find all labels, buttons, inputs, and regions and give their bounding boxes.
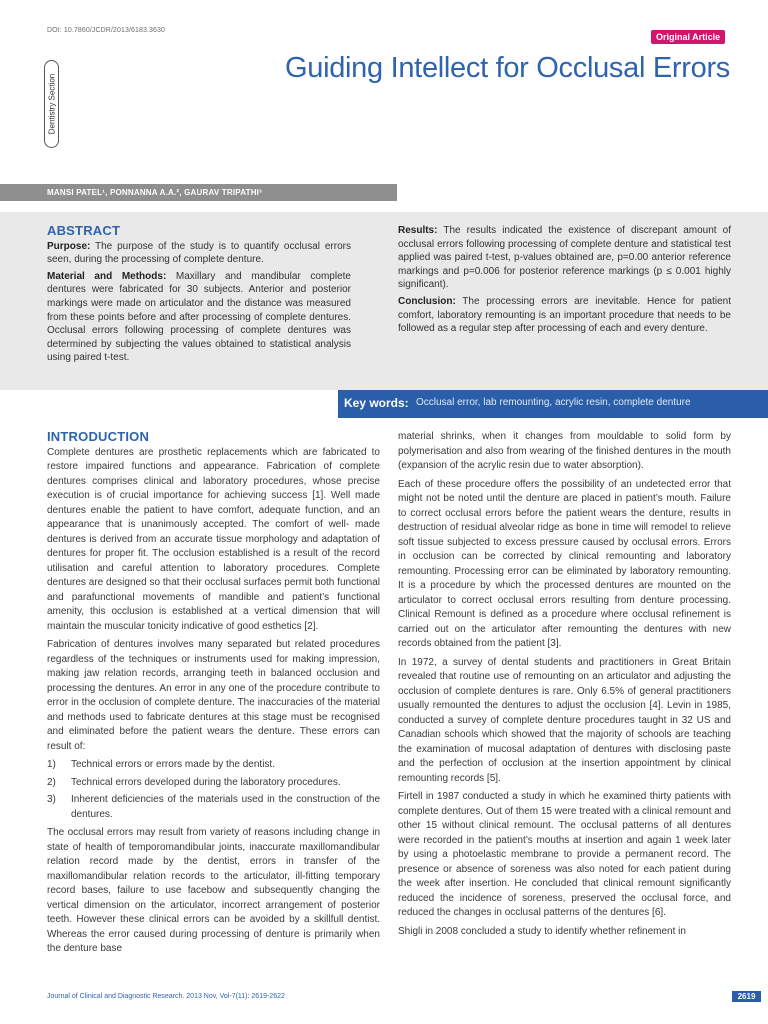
intro-paragraph-1: Complete dentures are prosthetic replacements which are fabricated to restore impaired functions and appearance. Fabrication of complete dentures comprises clinical and laboratory procedures, whose precise execution is of crucial importance for achieving success [1]. Well made dentures enable the patient to have comfort, adequate function, and an appearance that is unanimously accepted. The comfort of well- made dentures is derived from an accurate tissue morphology and adaptation of dentures for proper fit. The occlusion established is a result of the record utilisation and careful attention to laboratory procedures. Complete dentures are designed so that their occlusal surfaces permit both functional and parafunctional movements of mandible and patient’s functional amenity, this occlusion is established at a vertical dimension that will maintain the muscular tonicity indicative of good esthetics [2].	[47, 446, 380, 632]
abstract-conclusion	[398, 295, 731, 336]
results-label: Results:	[398, 225, 438, 236]
intro-paragraph-2: Fabrication of dentures involves many separated but related procedures regardless of the techniques or instruments used for making impression, making jaw relation records, arranging teeth in balanced occlusion and processing the dentures. An error in any one of the procedure contribute to error in the occlusion of complete denture. The inaccuracies of the material and methods used to fabricate dentures at this stage must be recognised and eliminated before the patient wears the denture. These errors can result of:	[47, 639, 380, 752]
right-paragraph-4: Firtell in 1987 conducted a study in which he examined thirty patients with complete dentures. Out of them 15 were treated with a clinical remount and other 15 without clinical remount. The occlusal patterns of all dentures were recorded in the patient’s mouths at insertion and again 1 week later by using a photoelastic membrane to provide a permanent record. The presence or absence of soreness was also noted for each patient during the week after insertion. He concluded that clinical remount significantly reduced the incidence of soreness, preserved the occlusal force, and reduced the changes in occlusal patterns of the dentures [6].	[398, 791, 731, 918]
journal-footer: Journal of Clinical and Diagnostic Research. 2013 Nov, Vol-7(11): 2619-2622	[47, 993, 285, 1000]
abstract-results	[398, 224, 731, 292]
abstract-heading: ABSTRACT	[47, 223, 121, 238]
right-paragraph-2: Each of these procedure offers the possibility of an undetected error that might not be noted until the denture are placed in patient’s mouth. Failure to correct occlusal errors before the patient wears the denture, results in destruction of residual alveolar ridge as bone in time will remodel to relieve soft tissue subjected to excess pressure caused by occlusal errors. Errors in occlusion can be corrected by clinical remounting and laboratory remounting. Processing error can be eliminated by laboratory remounting. It is a procedure by which the processed dentures are mounted on the articulator to correct occlusal errors resulting from denture processing. Clinical Remount is defined as a procedure where occlusal refinement is carried out on the articulator after remounting the dentures with new records obtained from the patient [3].	[398, 478, 731, 649]
conclusion-label: Conclusion:	[398, 295, 456, 307]
results-text: The results indicated the existence of discrepant amount of occlusal errors following processing of complete denture and statistical test applied was paired t-test, p-values obtained are, p=0.00 anterior reference markings and p=0.006 for posterior reference markings (p ≤ 0.001 highly significant).	[398, 225, 731, 291]
abstract-methods	[47, 270, 351, 365]
authors-bar	[0, 184, 397, 201]
list-item	[47, 776, 380, 791]
error-list	[47, 758, 380, 822]
section-tag	[44, 60, 59, 148]
article-type-badge: Original Article	[651, 30, 725, 44]
purpose-text: The purpose of the study is to quantify occlusal errors seen, during the processing of complete denture.	[47, 240, 351, 266]
conclusion-text: The processing errors are inevitable. Hence for patient comfort, laboratory remounting is an important procedure that needs to be followed as a regular step after processing of each and every denture.	[398, 295, 731, 335]
list-number: 3)	[47, 794, 56, 805]
authors-text: MANSI PATEL¹, PONNANNA A.A.², GAURAV TRIPATHI³	[47, 188, 262, 197]
list-text: Technical errors or errors made by the dentist.	[71, 759, 275, 770]
intro-paragraph-3: The occlusal errors may result from variety of reasons including change in state of health of temporomandibular joints, inaccurate maxillomandibular relation record made by the dentist, errors in transfer of the maxillomandibular relation records to the articulator, ill-fitting temporary record bases, failure to use facebow and subsequently changing the vertical dimension on the articulator, incorrect arrangement of posterior teeth. However these clinical errors can be avoided by a skillfull dentist. Whereas the error caused during processing of denture is primarily when the denture base	[47, 827, 380, 954]
body-right-column	[398, 430, 731, 943]
abstract-right-column	[398, 224, 731, 339]
right-paragraph-5: Shigli in 2008 concluded a study to identify whether refinement in	[398, 925, 686, 937]
doi-text: DOI: 10.7860/JCDR/2013/6183.3630	[47, 27, 165, 34]
purpose-label: Purpose:	[47, 240, 91, 252]
body-left-column	[47, 430, 380, 961]
list-item	[47, 793, 380, 822]
list-item	[47, 758, 380, 773]
abstract-purpose	[47, 240, 351, 267]
right-paragraph-1: material shrinks, when it changes from mouldable to solid form by polymerisation and also from wearing of the finished dentures in the mouth (expansion of the acrylic resin due to water absorption).	[398, 431, 731, 471]
list-number: 1)	[47, 759, 56, 770]
list-text: Technical errors developed during the laboratory procedures.	[71, 776, 341, 788]
page-number: 2619	[732, 991, 761, 1002]
keywords-bar	[338, 390, 768, 418]
list-text: Inherent deficiencies of the materials used in the construction of the dentures.	[71, 794, 380, 820]
methods-text: Maxillary and mandibular complete dentures were fabricated for 30 subjects. Anterior and posterior markings were made on articulator and the distance was measured from these points before and after processing of complete dentures. Occlusal errors following processing of complete dentures was determined by subjecting the values obtained to statistical analysis using paired t-test.	[47, 270, 351, 364]
methods-label: Material and Methods:	[47, 270, 167, 282]
article-title: Guiding Intellect for Occlusal Errors	[284, 52, 730, 84]
section-tag-label: Dentistry Section	[47, 73, 56, 135]
introduction-heading: INTRODUCTION	[47, 429, 150, 444]
right-paragraph-3: In 1972, a survey of dental students and practitioners in Great Britain revealed that routine use of remounting on an articulator and adjusting the occlusion of complete dentures is rare. Only 6.5% of general practitioners usually remounted the dentures to adjust the occlusion [4]. Levin in 1985, conducted a survey of complete denture procedures taught in 32 US and Canadian schools which showed that the majority of schools are teaching the examination of mucosal adaptation of dentures with disclosing paste and the perfection of occlusion at the insertion appointment by clinical remounting records [5].	[398, 656, 731, 784]
keywords-label: Key words:	[344, 396, 409, 410]
list-number: 2)	[47, 776, 56, 788]
keywords-text: Occlusal error, lab remounting, acrylic resin, complete denture	[416, 397, 691, 408]
abstract-left-column	[47, 224, 351, 368]
